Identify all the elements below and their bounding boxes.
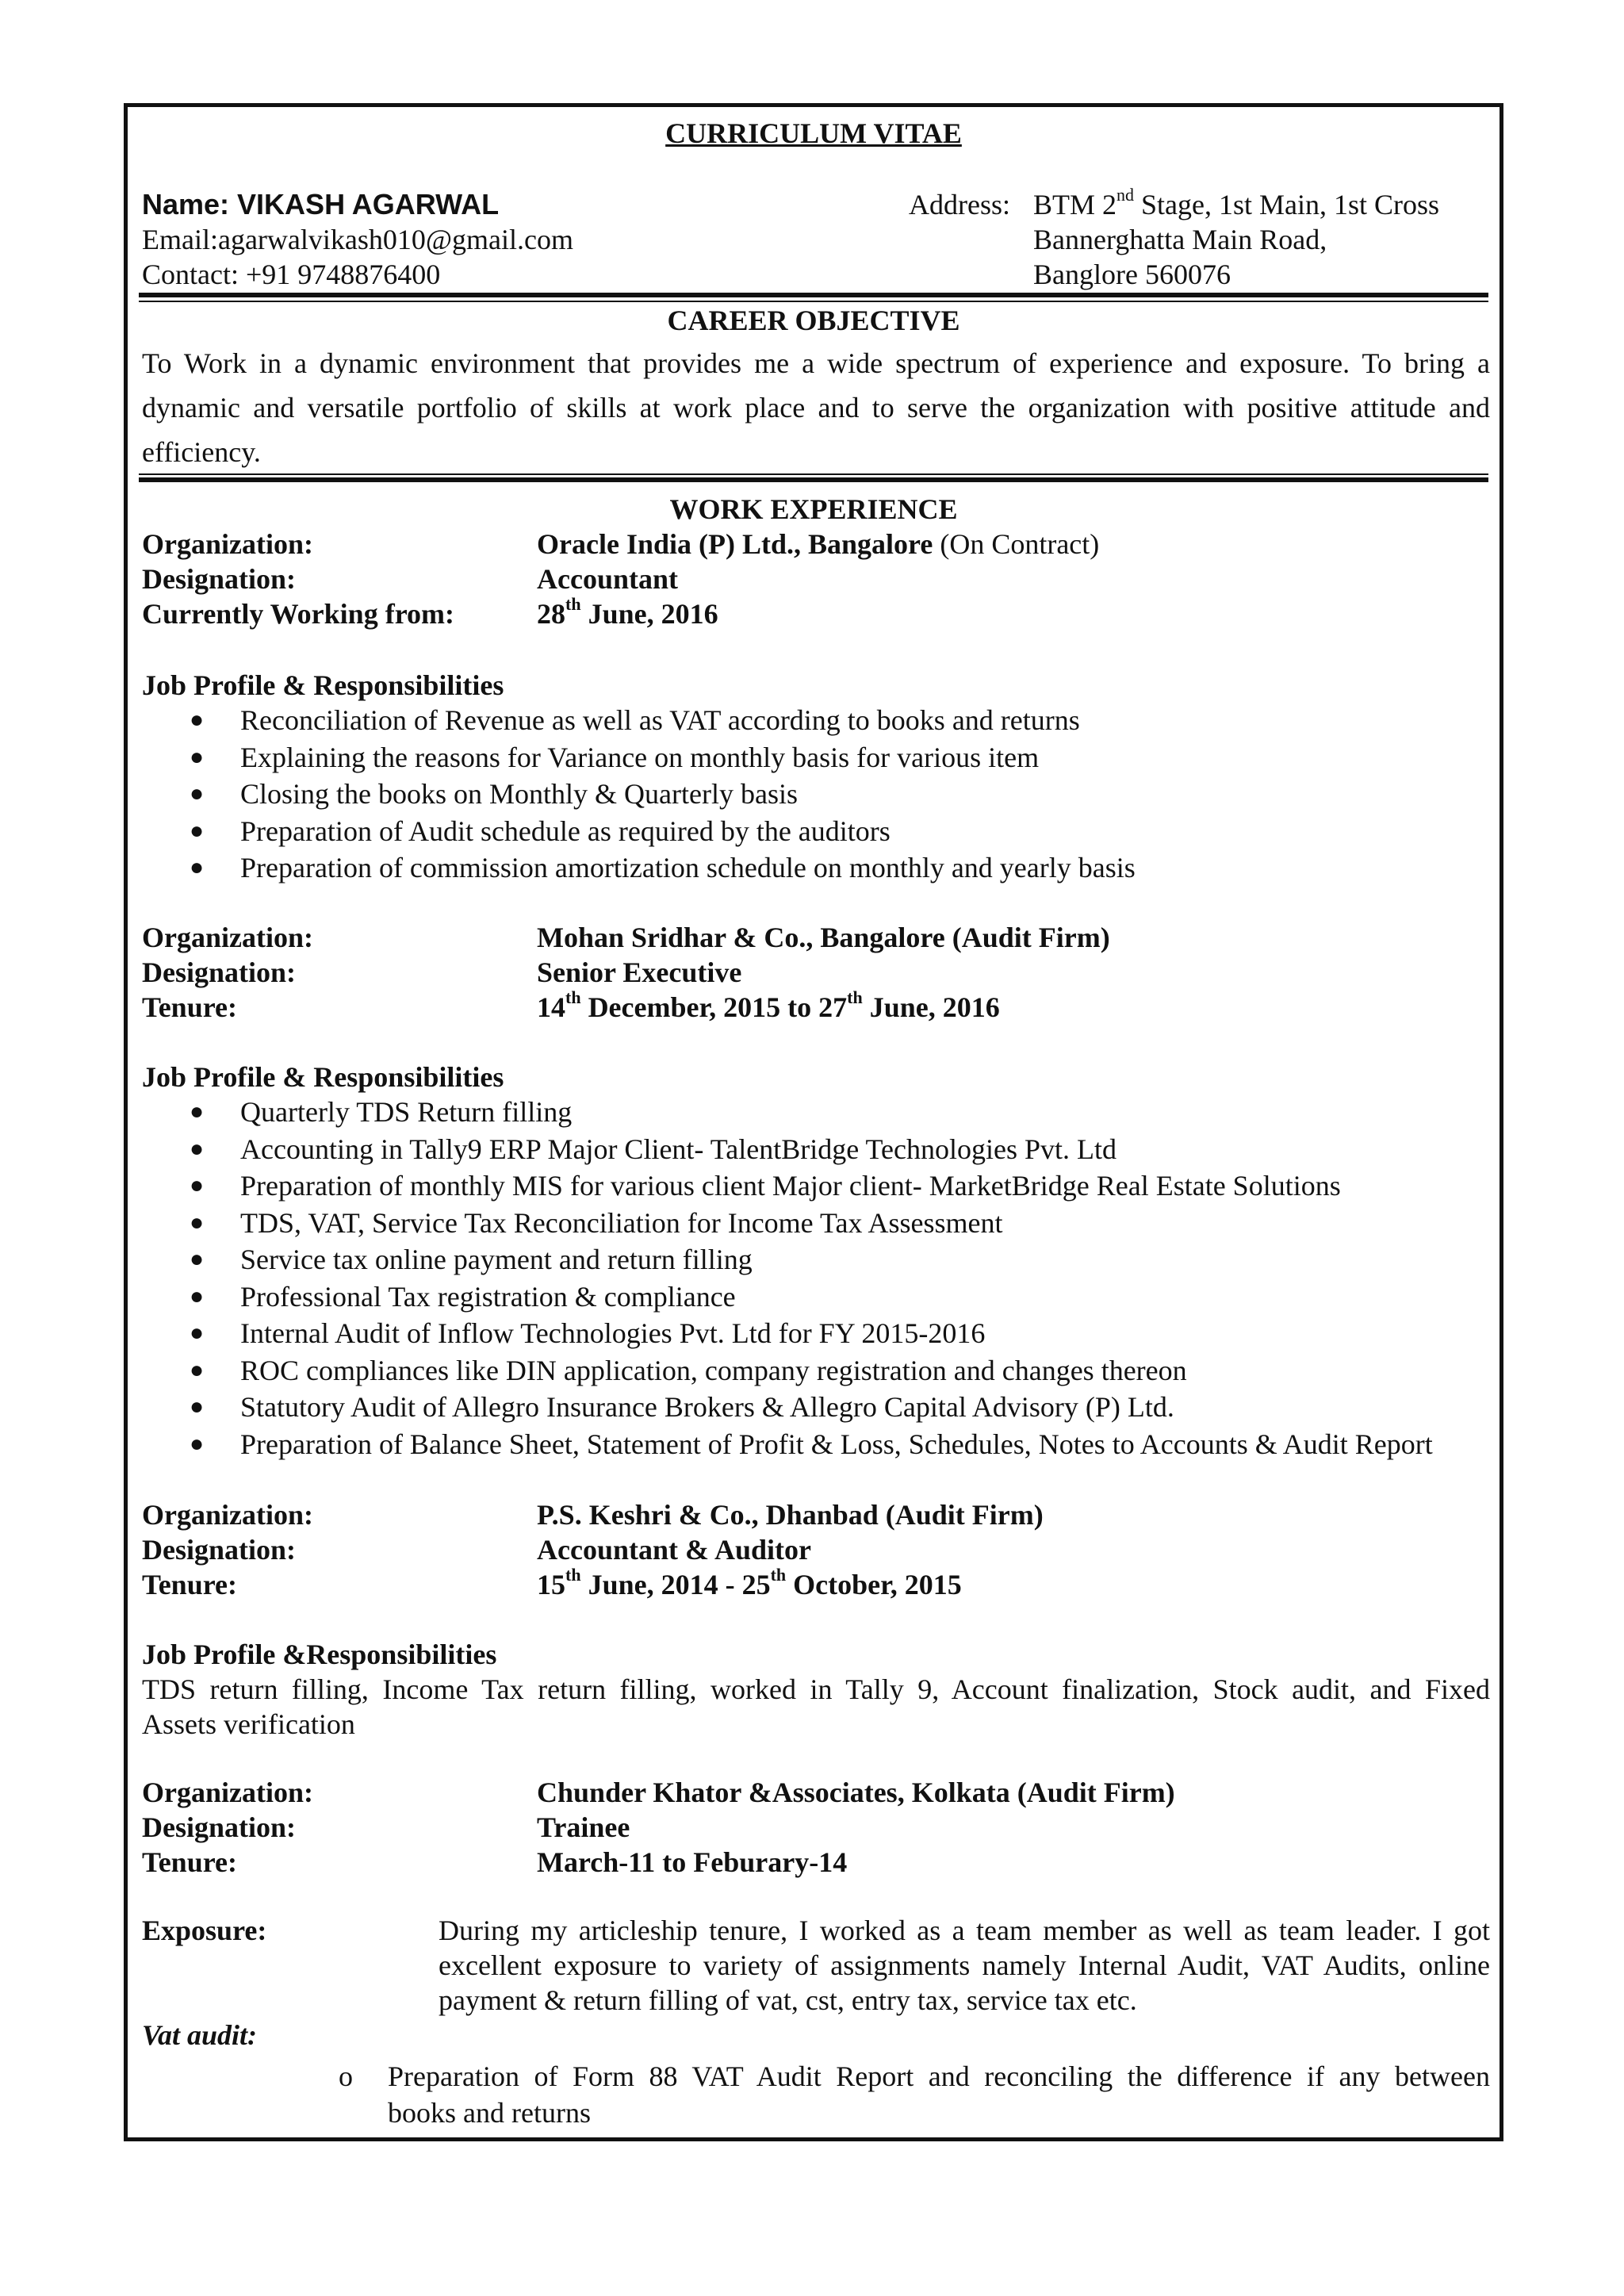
job1-responsibility-bullet-icon: ● <box>190 854 205 880</box>
candidate-name: Name: VIKASH AGARWAL <box>142 188 500 220</box>
job2-responsibility-bullet-icon: ● <box>190 1135 205 1162</box>
job1-designation-label: Designation: <box>142 563 297 595</box>
job1-date-label: Currently Working from: <box>142 598 454 630</box>
job2-responsibility-bullet-icon: ● <box>190 1430 205 1457</box>
vat-line-2: books and returns <box>388 2097 591 2129</box>
job3-date-label: Tenure: <box>142 1569 238 1600</box>
job2-responsibility-item: Statutory Audit of Allegro Insurance Brokers & Allegro Capital Advisory (P) Ltd. <box>240 1391 1174 1423</box>
address-line-3: Banglore 560076 <box>1033 259 1231 290</box>
job3-org-label: Organization: <box>142 1499 313 1531</box>
job1-responsibility-item: Preparation of Audit schedule as required by the auditors <box>240 815 891 847</box>
job1-responsibility-item: Explaining the reasons for Variance on monthly basis for various item <box>240 741 1040 773</box>
address-label: Address: <box>909 189 1010 220</box>
job4-org-value: Chunder Khator &Associates, Kolkata (Audit Firm) <box>537 1777 1175 1808</box>
job2-responsibility-bullet-icon: ● <box>190 1320 205 1346</box>
job1-org-value: Oracle India (P) Ltd., Bangalore (On Contract) <box>537 528 1100 560</box>
exposure-line-1: During my articleship tenure, I worked as a team member as well as team leader. I got <box>439 1915 1490 1946</box>
job2-responsibility-bullet-icon: ● <box>190 1172 205 1198</box>
job2-responsibility-bullet-icon: ● <box>190 1356 205 1383</box>
job2-responsibility-item: Internal Audit of Inflow Technologies Pvt. Ltd for FY 2015-2016 <box>240 1317 986 1349</box>
job2-responsibility-item: Quarterly TDS Return filling <box>240 1096 573 1128</box>
objective-divider <box>139 477 1488 482</box>
job2-responsibility-item: Accounting in Tally9 ERP Major Client- TalentBridge Technologies Pvt. Ltd <box>240 1133 1116 1165</box>
job3-profile-heading: Job Profile &Responsibilities <box>142 1639 497 1670</box>
job2-date-value: 14th December, 2015 to 27th June, 2016 <box>537 987 1000 1023</box>
objective-line-2: dynamic and versatile portfolio of skills at work place and to serve the organization with positive attitude and <box>142 392 1490 424</box>
vat-audit-label: Vat audit: <box>142 2019 258 2051</box>
job1-responsibility-item: Preparation of commission amortization schedule on monthly and yearly basis <box>240 852 1136 884</box>
job3-profile-line-1: TDS return filling, Income Tax return filling, worked in Tally 9, Account finalization, Stock audit, and Fixed <box>142 1673 1490 1705</box>
career-objective-heading: CAREER OBJECTIVE <box>667 305 960 336</box>
work-experience-heading: WORK EXPERIENCE <box>669 493 958 525</box>
job1-profile-heading: Job Profile & Responsibilities <box>142 669 504 701</box>
job2-responsibility-bullet-icon: ● <box>190 1209 205 1236</box>
document-title: CURRICULUM VITAE <box>665 117 962 149</box>
exposure-label: Exposure: <box>142 1915 267 1946</box>
contact-text: Contact: +91 9748876400 <box>142 259 441 290</box>
vat-line-1: Preparation of Form 88 VAT Audit Report and reconciling the difference if any between <box>388 2060 1490 2092</box>
job4-designation-label: Designation: <box>142 1811 297 1843</box>
job2-org-label: Organization: <box>142 922 313 953</box>
job2-responsibility-item: TDS, VAT, Service Tax Reconciliation for Income Tax Assessment <box>240 1206 1003 1239</box>
resume-page <box>124 103 1503 2141</box>
header-divider <box>139 293 1488 297</box>
job2-responsibility-bullet-icon: ● <box>190 1393 205 1420</box>
job1-org-label: Organization: <box>142 528 313 560</box>
job3-profile-line-2: Assets verification <box>142 1708 355 1740</box>
exposure-line-2: excellent exposure to variety of assignments namely Internal Audit, VAT Audits, online <box>439 1949 1490 1981</box>
job3-org-value: P.S. Keshri & Co., Dhanbad (Audit Firm) <box>537 1499 1044 1531</box>
job1-responsibility-bullet-icon: ● <box>190 707 205 733</box>
objective-divider-thin <box>139 473 1488 475</box>
job2-responsibility-item: Preparation of monthly MIS for various client Major client- MarketBridge Real Estate Solutions <box>240 1170 1341 1202</box>
job4-designation-value: Trainee <box>537 1811 630 1843</box>
job1-responsibility-bullet-icon: ● <box>190 743 205 770</box>
job1-designation-value: Accountant <box>537 563 678 595</box>
job4-date-label: Tenure: <box>142 1846 238 1878</box>
job1-responsibility-bullet-icon: ● <box>190 817 205 844</box>
job2-responsibility-item: Professional Tax registration & compliance <box>240 1280 736 1313</box>
job2-designation-label: Designation: <box>142 956 297 988</box>
email-text: Email:agarwalvikash010@gmail.com <box>142 224 574 255</box>
job2-responsibility-bullet-icon: ● <box>190 1098 205 1125</box>
job3-date-value: 15th June, 2014 - 25th October, 2015 <box>537 1565 962 1600</box>
job2-responsibility-bullet-icon: ● <box>190 1282 205 1309</box>
address-line-1: BTM 2nd Stage, 1st Main, 1st Cross <box>1033 185 1440 220</box>
job1-responsibility-item: Reconciliation of Revenue as well as VAT according to books and returns <box>240 704 1080 736</box>
job2-responsibility-bullet-icon: ● <box>190 1246 205 1272</box>
job2-responsibility-item: Service tax online payment and return filling <box>240 1244 753 1275</box>
job1-responsibility-item: Closing the books on Monthly & Quarterly basis <box>240 778 798 810</box>
exposure-line-3: payment & return filling of vat, cst, entry tax, service tax etc. <box>439 1984 1137 2016</box>
job2-responsibility-item: ROC compliances like DIN application, company registration and changes thereon <box>240 1354 1187 1386</box>
objective-line-3: efficiency. <box>142 436 261 468</box>
job2-profile-heading: Job Profile & Responsibilities <box>142 1061 504 1093</box>
job3-designation-label: Designation: <box>142 1534 297 1566</box>
vat-bullet-marker: o <box>339 2060 353 2092</box>
objective-line-1: To Work in a dynamic environment that provides me a wide spectrum of experience and exposure. To bring a <box>142 347 1490 379</box>
address-line-2: Bannerghatta Main Road, <box>1033 224 1327 255</box>
job4-date-value: March-11 to Feburary-14 <box>537 1846 848 1878</box>
job1-responsibility-bullet-icon: ● <box>190 780 205 807</box>
job2-date-label: Tenure: <box>142 991 238 1023</box>
job4-org-label: Organization: <box>142 1777 313 1808</box>
job2-responsibility-item: Preparation of Balance Sheet, Statement of Profit & Loss, Schedules, Notes to Accounts & Audit Report <box>240 1428 1433 1460</box>
job1-date-value: 28th June, 2016 <box>537 594 718 630</box>
job2-designation-value: Senior Executive <box>537 956 742 988</box>
job3-designation-value: Accountant & Auditor <box>537 1534 812 1566</box>
job2-org-value: Mohan Sridhar & Co., Bangalore (Audit Firm) <box>537 922 1110 953</box>
